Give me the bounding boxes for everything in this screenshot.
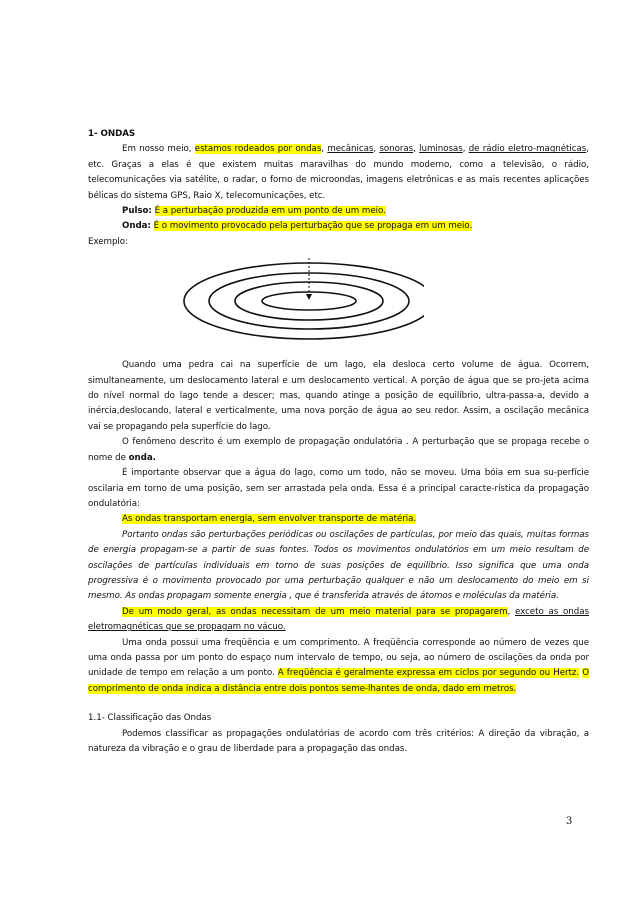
highlighted-text: As ondas transportam energia, sem envolver transporte de matéria.: [122, 514, 417, 525]
text-run: ,: [373, 144, 380, 155]
definition-pulso: [88, 204, 589, 219]
text-run: ,: [462, 144, 469, 155]
example-label: Exemplo:: [88, 236, 128, 247]
paragraph-energy-transport: [88, 512, 589, 527]
underlined-text: mecânicas: [327, 144, 374, 155]
paragraph-wave-definition: Portanto ondas são perturbações periódicas ou oscilações de partículas, por meio das quais, muitas formas de energia propagam-se a partir de suas fontes. Todos os movimentos ondulatórios em um meio resultam de oscilações de partículas individuais em torno de suas posições de equilíbrio. Isso significa que uma onda progressiva é o movimento provocado por uma perturbação qualquer e não um deslocamento do meio em si mesmo. As ondas propagam somente energia , que é transferida através de átomos e moléculas da matéria.: [88, 529, 589, 602]
text-run: , etc. Graças a elas é que existem muitas maravilhas do mundo moderno, como a televisão, o rádio, telecomunicações via satélite, o radar, o forno de microondas, imagens eletrônicas e as mais recentes aplicações bélicas do sistema GPS, Raio X, telecomunicações, etc.: [88, 144, 589, 201]
definition-term: Pulso:: [122, 206, 152, 217]
drop-arrowhead: [306, 294, 312, 300]
underlined-text: luminosas: [419, 144, 463, 155]
definition-onda: [88, 219, 589, 234]
bold-text: onda.: [128, 452, 156, 463]
text-run: Uma onda possui uma freqüência e um comprimento. A freqüência corresponde ao número de vezes que uma onda passa por um ponto do espaço num intervalo de tempo, ou seja, ao número de oscilações da onda por unidade de tempo em relação a um ponto.: [88, 637, 589, 679]
underlined-text: exceto as ondas eletromagnéticas que se propagam no vácuo.: [88, 606, 589, 633]
definition-term: Onda:: [122, 221, 151, 232]
highlighted-text: A freqüência é geralmente expressa em ciclos por segundo ou Hertz.: [277, 668, 580, 679]
subsection-heading: 1.1- Classificação das Ondas: [88, 713, 212, 724]
page-number: 3: [566, 816, 573, 827]
ripple-figure: [88, 250, 589, 350]
highlighted-text: estamos rodeados por ondas: [194, 144, 322, 155]
concentric-ripples-diagram: [174, 258, 424, 346]
paragraph-medium: [88, 605, 589, 636]
text-run: ,: [507, 606, 515, 617]
underlined-text: de rádio eletro-magnéticas: [468, 144, 587, 155]
paragraph-stone-lake: Quando uma pedra cai na superfície de um lago, ela desloca certo volume de água. Ocorrem, simultaneamente, um deslocamento lateral e um deslocamento vertical. A porção de água que se pro-jeta acima do nível normal do lago tende a descer; mas, quando atinge a posição de equilíbrio, ultra-passa-a, devido a inércia,deslocando, lateral e verticalmente, uma nova porção de água ao seu redor. Assim, a oscilação mecânica vai se propagando pela superfície do lago.: [88, 360, 589, 432]
text-run: ,: [321, 144, 328, 155]
underlined-text: sonoras: [379, 144, 414, 155]
text-run: O fenômeno descrito é um exemplo de propagação ondulatória . A perturbação que se propaga recebe o nome de: [88, 437, 589, 463]
ripple-outer: [184, 263, 424, 339]
text-run: ,: [413, 144, 420, 155]
document-body: [88, 127, 589, 757]
paragraph-classification: Podemos classificar as propagações ondulatórias de acordo com três critérios: A direção da vibração, a natureza da vibração e o grau de liberdade para a propagação das ondas.: [88, 728, 589, 754]
intro-paragraph: [88, 142, 589, 204]
highlighted-text: É a perturbação produzida em um ponto de um meio.: [154, 206, 386, 217]
text-run: Em nosso meio,: [122, 144, 195, 155]
paragraph-observation: É importante observar que a água do lago, como um todo, não se moveu. Uma bóia em sua su-perfície oscilaria em torno de uma posição, sem ser arrastada pela onda. Essa é a principal caracte-rística da propagação ondulatória:: [88, 468, 589, 509]
paragraph-phenomenon: [88, 435, 589, 466]
highlighted-text: De um modo geral, as ondas necessitam de um meio material para se propagarem: [122, 606, 508, 617]
highlighted-text: É o movimento provocado pela perturbação que se propaga em um meio.: [153, 221, 473, 232]
paragraph-frequency: [88, 636, 589, 698]
section-heading: 1- ONDAS: [88, 129, 136, 139]
highlighted-text: O comprimento de onda indica a distância entre dois pontos seme-lhantes de onda, dado em metros.: [88, 668, 589, 694]
